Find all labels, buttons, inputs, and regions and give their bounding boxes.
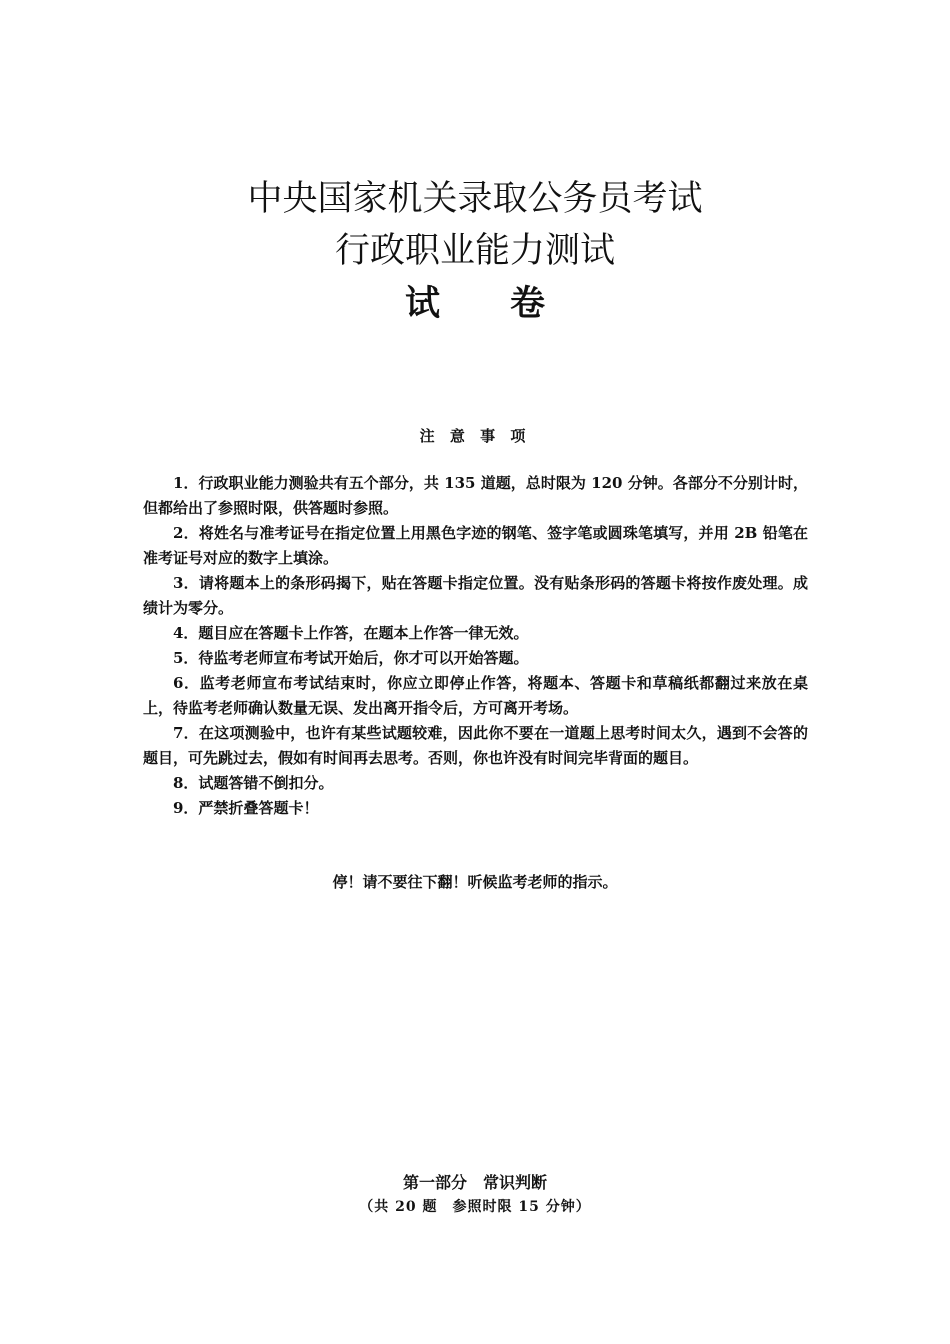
notice-rule: 9．严禁折叠答题卡！: [173, 799, 319, 817]
notice-rule: 2．将姓名与准考证号在指定位置上用黑色字迹的钢笔、签字笔或圆珠笔填写，并用 2B 铅笔在准考证号对应的数字上填涂。: [143, 524, 808, 567]
notice-rule: 5．待监考老师宣布考试开始后，你才可以开始答题。: [173, 649, 529, 667]
section-subtitle: （共 20 题 参照时限 15 分钟）: [359, 1199, 591, 1215]
notice-rule: 1．行政职业能力测验共有五个部分，共 135 道题，总时限为 120 分钟。各部分不分别计时，但都给出了参照时限，供答题时参照。: [143, 474, 808, 517]
notice-rule: 4．题目应在答题卡上作答，在题本上作答一律无效。: [173, 624, 529, 642]
exam-title-line-3: [0, 282, 950, 326]
stop-instruction: 停！请不要往下翻！听候监考老师的指示。: [332, 873, 618, 891]
exam-title-line-1: 中央国家机关录取公务员考试: [247, 179, 703, 219]
notice-heading: 注 意 事 项: [419, 427, 531, 445]
notice-rule: 7．在这项测验中，也许有某些试题较难，因此你不要在一道题上思考时间太久，遇到不会答的题目，可先跳过去，假如有时间再去思考。否则，你也许没有时间完毕背面的题目。: [143, 724, 808, 767]
section-title: 第一部分 常识判断: [402, 1173, 547, 1192]
notice-rule: 6．监考老师宣布考试结束时，你应立即停止作答，将题本、答题卡和草稿纸都翻过来放在桌上，待监考老师确认数量无误、发出离开指令后，方可离开考场。: [143, 674, 808, 717]
exam-title-char-1: 试: [404, 283, 440, 324]
exam-title-line-2: 行政职业能力测试: [334, 231, 615, 271]
notice-rules-list: [143, 471, 808, 821]
notice-rule: 3．请将题本上的条形码揭下，贴在答题卡指定位置。没有贴条形码的答题卡将按作废处理。成绩计为零分。: [143, 574, 808, 617]
exam-title-char-2: 卷: [510, 283, 546, 324]
notice-rule: 8．试题答错不倒扣分。: [173, 774, 334, 792]
